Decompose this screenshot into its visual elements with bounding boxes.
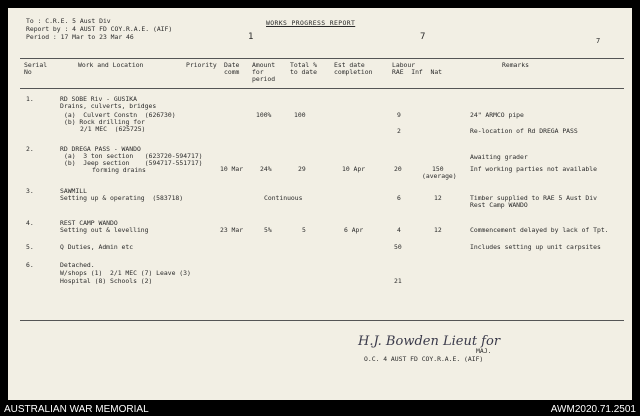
col-serial: Serial — [24, 61, 48, 69]
row3-remarks-2: Rest Camp WANDO — [470, 201, 528, 209]
header-period: Period : 17 Mar to 23 Mar 46 — [26, 33, 134, 41]
row4-remarks: Commencement delayed by lack of Tpt. — [470, 226, 609, 234]
row5-serial: 5. — [26, 243, 34, 251]
handwritten-mark-7: 7 — [420, 32, 426, 42]
col-total-to-date: to date — [290, 68, 317, 76]
document-title: WORKS PROGRESS REPORT — [266, 19, 356, 27]
row2-remarks-2: Inf working parties not available — [470, 165, 597, 173]
row1-a-total: 100 — [294, 111, 306, 119]
row4-amount: 5% — [264, 226, 272, 234]
row2-labour-nat: 150 — [432, 165, 444, 173]
row3-title: SAWMILL — [60, 187, 87, 195]
row2-total: 29 — [298, 165, 306, 173]
col-work: Work and Location — [78, 61, 144, 69]
row3-remarks-1: Timber supplied to RAE 5 Aust Div — [470, 194, 597, 202]
row2-est: 10 Apr — [342, 165, 366, 173]
row2-labour-nat-note: (average) — [422, 172, 457, 180]
col-labour-sub: RAE Inf Nat — [392, 68, 443, 76]
row5-title: Q Duties, Admin etc — [60, 243, 134, 251]
row6-labour-rae: 21 — [394, 277, 402, 285]
row2-amount: 24% — [260, 165, 272, 173]
row4-title: REST CAMP WANDO — [60, 219, 118, 227]
col-est: Est date — [334, 61, 365, 69]
row4-subtitle: Setting out & levelling — [60, 226, 149, 234]
row1-serial: 1. — [26, 95, 34, 103]
row2-item-b-note: forming drains — [92, 166, 146, 174]
row5-remarks: Includes setting up unit carpsites — [470, 243, 601, 251]
rule-header — [20, 88, 624, 89]
col-amount-period: period — [252, 75, 276, 83]
row4-est: 6 Apr — [344, 226, 364, 234]
row4-labour-rae: 4 — [397, 226, 401, 234]
row1-item-a: (a) Culvert Constn (626730) — [64, 111, 176, 119]
row3-subtitle: Setting up & operating (583718) — [60, 194, 184, 202]
col-amount-for: for — [252, 68, 264, 76]
row1-title: RD SOBE Riv - GUSIKA — [60, 95, 137, 103]
row3-labour-nat: 12 — [434, 194, 442, 202]
row6-title: Detached. — [60, 261, 95, 269]
row6-line-1: W/shops (1) 2/1 MEC (7) Leave (3) — [60, 269, 191, 277]
row2-title: RD DREGA PASS - WANDO — [60, 145, 141, 153]
col-est-completion: completion — [334, 68, 373, 76]
row4-serial: 4. — [26, 219, 34, 227]
row2-item-a: (a) 3 ton section (623720-594717) — [64, 152, 203, 160]
col-priority: Priority — [186, 61, 217, 69]
row6-serial: 6. — [26, 261, 34, 269]
col-serial-no: No — [24, 68, 32, 76]
footer-accession-number: AWM2020.71.2501 — [550, 404, 636, 415]
row1-a-amount: 100% — [256, 111, 272, 119]
row1-item-b: (b) Rock drilling for — [64, 118, 145, 126]
document-page — [8, 8, 632, 400]
header-to: To : C.R.E. 5 Aust Div — [26, 17, 111, 25]
rule-top — [20, 58, 624, 59]
handwritten-mark-1: 1 — [248, 32, 254, 42]
row3-labour-rae: 6 — [397, 194, 401, 202]
col-total: Total % — [290, 61, 317, 69]
row4-total: 5 — [302, 226, 306, 234]
row1-subtitle: Drains, culverts, bridges — [60, 102, 157, 110]
row1-item-b-ref: 2/1 MEC (625725) — [80, 125, 146, 133]
row4-date: 23 Mar — [220, 226, 244, 234]
header-report-by: Report by : 4 AUST FD COY.R.A.E. (AIF) — [26, 25, 173, 33]
row2-item-b: (b) Jeep section (594717-551717) — [64, 159, 203, 167]
row2-date: 10 Mar — [220, 165, 244, 173]
row1-b-remarks: Re-location of Rd DREGA PASS — [470, 127, 578, 135]
signature-unit: O.C. 4 AUST FD COY.R.A.E. (AIF) — [364, 355, 484, 363]
footer-institution: AUSTRALIAN WAR MEMORIAL — [4, 404, 149, 415]
row1-b-labour-rae: 2 — [397, 127, 401, 135]
row2-serial: 2. — [26, 145, 34, 153]
signature-rank: MAJ. — [476, 347, 492, 355]
row4-labour-nat: 12 — [434, 226, 442, 234]
row2-remarks-1: Awaiting grader — [470, 153, 528, 161]
handwritten-mark-right: 7 — [596, 37, 601, 45]
row2-labour-rae: 20 — [394, 165, 402, 173]
col-date-comm: comm — [224, 68, 240, 76]
col-remarks: Remarks — [502, 61, 529, 69]
handwritten-signature: H.J. Bowden Lieut for — [358, 334, 501, 349]
row3-serial: 3. — [26, 187, 34, 195]
col-amount: Amount — [252, 61, 276, 69]
row3-amount: Continuous — [264, 194, 303, 202]
rule-bottom — [20, 320, 624, 321]
row1-a-labour-rae: 9 — [397, 111, 401, 119]
row6-line-2: Hospital (8) Schools (2) — [60, 277, 153, 285]
row1-a-remarks: 24" ARMCO pipe — [470, 111, 524, 119]
col-labour: Labour — [392, 61, 416, 69]
row5-labour-rae: 50 — [394, 243, 402, 251]
col-date: Date — [224, 61, 240, 69]
